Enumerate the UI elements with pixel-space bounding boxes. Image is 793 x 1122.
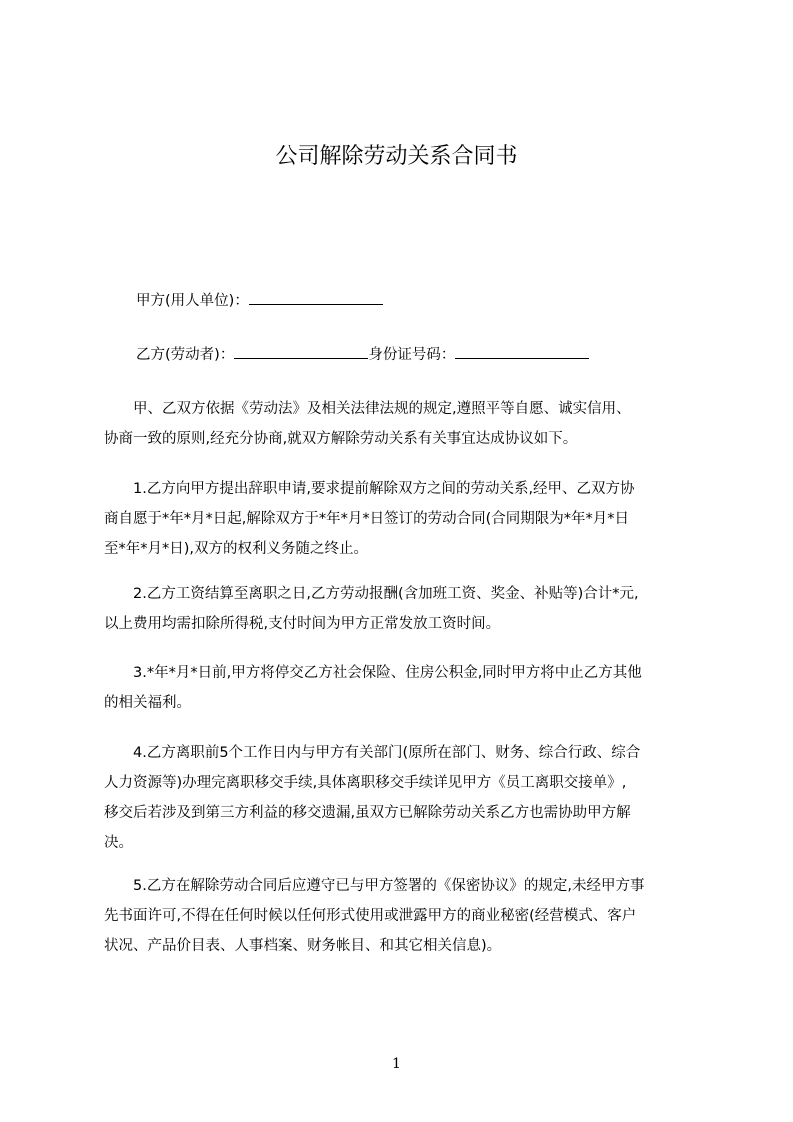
document-title: 公司解除劳动关系合同书 xyxy=(275,144,518,169)
party-b-id-label: 身份证号码： xyxy=(368,347,456,363)
clause-line: 商自愿于*年*月*日起,解除双方于*年*月*日签订的劳动合同(合同期限为*年*月*日 xyxy=(104,511,630,527)
intro-paragraph xyxy=(104,394,704,454)
party-a-blank xyxy=(249,288,383,305)
page-number: 1 xyxy=(392,1056,401,1072)
clause-line: 3.*年*月*日前,甲方将停交乙方社会保险、住房公积金,同时甲方将中止乙方其他 xyxy=(104,665,642,681)
clause-3 xyxy=(104,658,704,718)
intro-line: 甲、乙双方依据《劳动法》及相关法律法规的规定,遵照平等自愿、诚实信用、 xyxy=(104,401,631,417)
party-a-line xyxy=(136,287,736,315)
clause-line: 的相关福利。 xyxy=(104,695,191,711)
clause-line: 决。 xyxy=(104,835,133,851)
clause-line: 状况、产品价目表、人事档案、财务帐目、和其它相关信息)。 xyxy=(104,938,502,954)
clause-line: 5.乙方在解除劳动合同后应遵守已与甲方签署的《保密协议》的规定,未经甲方事 xyxy=(104,878,645,894)
clause-line: 人力资源等)办理完离职移交手续,具体离职移交手续详见甲方《员工离职交接单》, xyxy=(104,775,627,791)
party-a-label: 甲方(用人单位)： xyxy=(136,293,249,309)
clause-line: 先书面许可,不得在任何时候以任何形式使用或泄露甲方的商业秘密(经营模式、客户 xyxy=(104,908,637,924)
party-b-id-blank xyxy=(455,342,589,359)
clause-line: 4.乙方离职前5个工作日内与甲方有关部门(原所在部门、财务、综合行政、综合 xyxy=(104,745,641,761)
party-b-label: 乙方(劳动者)： xyxy=(136,347,235,363)
clause-1 xyxy=(104,474,704,564)
clause-line: 至*年*月*日),双方的权利义务随之终止。 xyxy=(104,541,369,557)
clause-line: 1.乙方向甲方提出辞职申请,要求提前解除双方之间的劳动关系,经甲、乙双方协 xyxy=(104,481,635,497)
clause-line: 移交后若涉及到第三方利益的移交遗漏,虽双方已解除劳动关系乙方也需协助甲方解 xyxy=(104,805,631,821)
clause-5 xyxy=(104,871,704,961)
intro-line: 协商一致的原则,经充分协商,就双方解除劳动关系有关事宜达成协议如下。 xyxy=(104,431,578,447)
clause-line: 以上费用均需扣除所得税,支付时间为甲方正常发放工资时间。 xyxy=(104,616,501,632)
clause-4 xyxy=(104,738,704,858)
clause-2 xyxy=(104,579,704,639)
party-b-name-blank xyxy=(234,342,368,359)
clause-line: 2.乙方工资结算至离职之日,乙方劳动报酬(含加班工资、奖金、补贴等)合计*元, xyxy=(104,586,639,602)
party-b-line xyxy=(136,341,736,369)
